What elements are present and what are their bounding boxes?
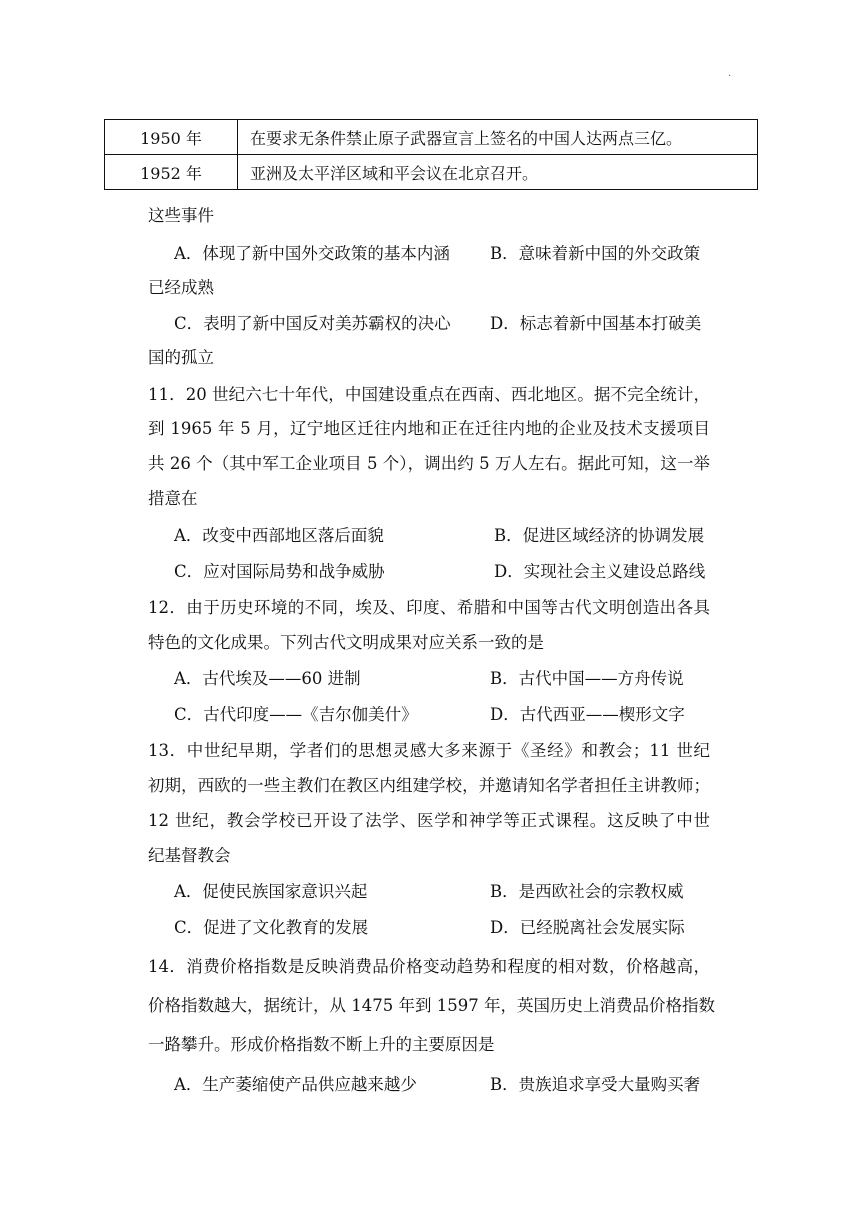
q14-text: 价格指数越大，据统计，从 1475 年到 1597 年，英国历史上消费品价格指数 [148,996,715,1015]
events-table [104,119,758,190]
q11-text: 措意在 [148,489,198,508]
q14-text: 一路攀升。形成价格指数不断上升的主要原因是 [148,1035,495,1054]
q14-text: 14．消费价格指数是反映消费品价格变动趋势和程度的相对数，价格越高， [148,957,710,976]
q13-text: 12 世纪，教会学校已开设了法学、医学和神学等正式课程。这反映了中世 [148,811,710,830]
q13-option-b: B．是西欧社会的宗教权威 [490,882,684,901]
q12-text: 特色的文化成果。下列古代文明成果对应关系一致的是 [148,633,544,652]
q12-option-d: D．古代西亚——楔形文字 [490,705,685,724]
q13-text: 纪基督教会 [148,846,231,865]
q10-option-b-cont: 已经成熟 [148,278,214,297]
q10-option-b: B．意味着新中国的外交政策 [490,244,701,263]
q13-option-c: C．促进了文化教育的发展 [174,918,369,937]
q10-stem: 这些事件 [148,206,214,225]
q13-text: 初期，西欧的一些主教们在教区内组建学校，并邀请知名学者担任主讲教师； [148,776,710,795]
q11-text: 11．20 世纪六七十年代，中国建设重点在西南、西北地区。据不完全统计， [148,385,710,404]
q12-option-c: C．古代印度——《吉尔伽美什》 [174,705,418,724]
corner-mark: . [728,68,732,79]
table-row [105,155,758,190]
q11-option-d: D．实现社会主义建设总路线 [494,562,706,581]
year-cell: 1950 年 [105,120,238,155]
q10-option-a: A．体现了新中国外交政策的基本内涵 [174,244,450,263]
year-cell: 1952 年 [105,155,238,190]
q11-text: 共 26 个（其中军工企业项目 5 个），调出约 5 万人左右。据此可知，这一举 [148,454,710,473]
q13-option-d: D．已经脱离社会发展实际 [490,918,685,937]
q11-option-b: B．促进区域经济的协调发展 [494,526,705,545]
event-cell: 在要求无条件禁止原子武器宣言上签名的中国人达两点三亿。 [238,120,758,155]
q12-option-b: B．古代中国——方舟传说 [490,669,684,688]
q11-text: 到 1965 年 5 月，辽宁地区迁往内地和正在迁往内地的企业及技术支援项目 [148,419,710,438]
q12-text: 12．由于历史环境的不同，埃及、印度、希腊和中国等古代文明创造出各具 [148,598,710,617]
q11-option-a: A．改变中西部地区落后面貌 [174,526,384,545]
q12-option-a: A．古代埃及——60 进制 [174,669,361,688]
q13-text: 13．中世纪早期，学者们的思想灵感大多来源于《圣经》和教会；11 世纪 [148,741,710,760]
q14-option-a: A．生产萎缩使产品供应越来越少 [174,1075,417,1094]
q11-option-c: C．应对国际局势和战争威胁 [174,562,385,581]
q10-option-d: D．标志着新中国基本打破美 [490,314,702,333]
q10-option-d-cont: 国的孤立 [148,348,214,367]
table-row [105,120,758,155]
q14-option-b: B．贵族追求享受大量购买奢 [490,1075,701,1094]
event-cell: 亚洲及太平洋区域和平会议在北京召开。 [238,155,758,190]
q10-option-c: C．表明了新中国反对美苏霸权的决心 [174,314,451,333]
q13-option-a: A．促使民族国家意识兴起 [174,882,368,901]
